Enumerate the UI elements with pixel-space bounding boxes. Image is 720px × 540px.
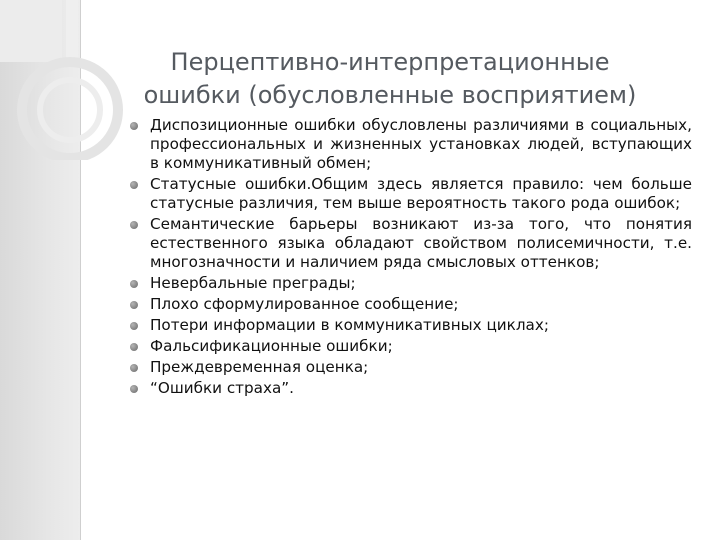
list-item	[130, 379, 692, 398]
title-line-1: Перцептивно-интерпретационные	[170, 48, 610, 77]
list-item	[130, 215, 692, 272]
bullet-list	[130, 116, 692, 400]
list-item	[130, 316, 692, 335]
list-item	[130, 175, 692, 213]
deco-square-tile	[66, 0, 78, 62]
bullet-icon	[130, 301, 138, 309]
bullet-icon	[130, 343, 138, 351]
deco-ring-outer	[22, 62, 118, 158]
list-item	[130, 358, 692, 377]
bullet-icon	[130, 221, 138, 229]
bullet-icon	[130, 181, 138, 189]
bullet-icon	[130, 122, 138, 130]
deco-square-tile	[0, 0, 62, 62]
bullet-icon	[130, 364, 138, 372]
bullet-icon	[130, 385, 138, 393]
list-item-text: Плохо сформулированное сообщение;	[150, 295, 459, 313]
list-item-text: Диспозиционные ошибки обусловлены различиями в социальных, профессиональных и жизненных установках людей, вступающих в коммуникативный обмен;	[150, 116, 692, 172]
title-line-2: ошибки (обусловленные восприятием)	[143, 81, 637, 110]
list-item-text: Невербальные преграды;	[150, 274, 356, 292]
list-item	[130, 274, 692, 293]
list-item-text: Семантические барьеры возникают из-за того, что понятия естественного языка обладают свойством полисемичности, т.е. многозначности и наличием ряда смысловых оттенков;	[150, 215, 692, 271]
list-item-text: Фальсификационные ошибки;	[150, 337, 393, 355]
list-item-text: “Ошибки страха”.	[150, 379, 294, 397]
list-item-text: Преждевременная оценка;	[150, 358, 369, 376]
list-item-text: Потери информации в коммуникативных циклах;	[150, 316, 549, 334]
bullet-icon	[130, 322, 138, 330]
list-item-text: Статусные ошибки.Общим здесь является правило: чем больше статусные различия, тем выше вероятность такого рода ошибок;	[150, 175, 692, 212]
list-item	[130, 295, 692, 314]
slide-title	[110, 46, 670, 112]
bullet-icon	[130, 280, 138, 288]
list-item	[130, 116, 692, 173]
list-item	[130, 337, 692, 356]
deco-ring-inner	[40, 80, 100, 140]
